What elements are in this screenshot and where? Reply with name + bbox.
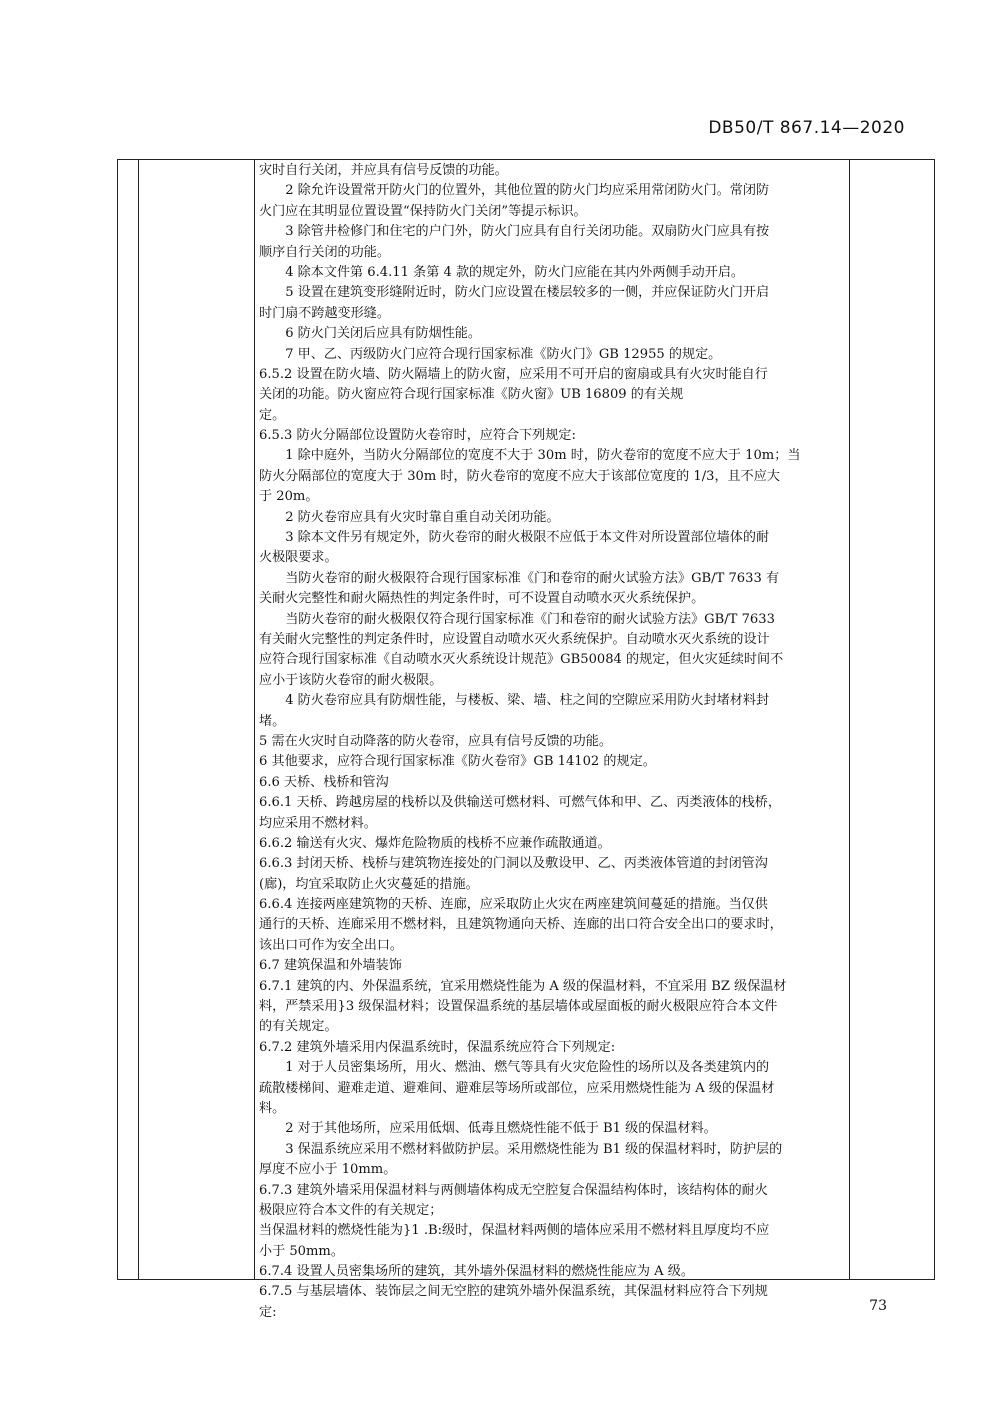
- text-line: 6.7.2 建筑外墙采用内保温系统时，保温系统应符合下列规定:: [259, 1039, 616, 1055]
- text-line: 6.5.2 设置在防火墙、防火隔墙上的防火窗，应采用不可开启的窗扇或具有火灾时能自行: [259, 366, 768, 382]
- text-line: 堵。: [259, 713, 286, 729]
- text-line: 1 对于人员密集场所，用火、燃油、燃气等具有火灾危险性的场所以及各类建筑内的: [285, 1060, 770, 1076]
- text-line: 定:: [259, 1304, 277, 1320]
- text-line: 5 需在火灾时自动降落的防火卷帘，应具有信号反馈的功能。: [259, 733, 612, 749]
- specification-table: [117, 159, 935, 1320]
- text-line: 时门扇不跨越变形缝。: [259, 305, 390, 321]
- text-line: 6.6 天桥、栈桥和管沟: [259, 774, 389, 790]
- text-line: 3 除管井检修门和住宅的户门外，防火门应具有自行关闭功能。双扇防火门应具有按: [285, 224, 770, 240]
- text-line: 当防火卷帘的耐火极限仅符合现行国家标准《门和卷帘的耐火试验方法》GB/T 7633: [285, 611, 775, 627]
- text-line: 4 防火卷帘应具有防烟性能，与楼板、梁、墙、柱之间的空隙应采用防火封堵材料封: [285, 693, 770, 709]
- text-line: 6.7.4 设置人员密集场所的建筑，其外墙外保温材料的燃烧性能应为 A 级。: [259, 1264, 694, 1280]
- page-number: 73: [869, 1298, 887, 1314]
- text-line: 小于 50mm。: [259, 1243, 344, 1259]
- text-line: 2 对于其他场所，应采用低烟、低毒且燃烧性能不低于 B1 级的保温材料。: [285, 1121, 717, 1137]
- text-line: 关闭的功能。防火窗应符合现行国家标准《防火窗》UB 16809 的有关规: [259, 387, 684, 403]
- text-line: 6.5.3 防火分隔部位设置防火卷帘时，应符合下列规定:: [259, 428, 576, 444]
- clause-text-cell: [255, 160, 853, 1323]
- text-line: 灾时自行关闭，并应具有信号反馈的功能。: [259, 163, 508, 178]
- text-line: 火极限要求。: [259, 550, 338, 566]
- text-line: 通行的天桥、连廊采用不燃材料，且建筑物通向天桥、连廊的出口符合安全出口的要求时，: [259, 917, 783, 933]
- text-line: 应小于该防火卷帘的耐火极限。: [259, 672, 443, 688]
- text-line: 有关耐火完整性的判定条件时，应设置自动喷水灭火系统保护。自动喷水灭火系统的设计: [259, 631, 770, 647]
- text-line: 料。: [259, 1100, 286, 1116]
- column-divider: [138, 160, 139, 1279]
- text-line: 顺序自行关闭的功能。: [259, 244, 390, 260]
- text-line: 2 防火卷帘应具有火灾时靠自重自动关闭功能。: [285, 509, 560, 525]
- text-line: 6 防火门关闭后应具有防烟性能。: [285, 326, 481, 342]
- text-line: 的有关规定。: [259, 1019, 338, 1035]
- text-line: 于 20m。: [259, 489, 319, 505]
- text-line: 6.6.4 连接两座建筑物的天桥、连廊，应采取防止火灾在两座建筑间蔓延的措施。当仅供: [259, 897, 768, 913]
- text-line: 疏散楼梯间、避难走道、避难间、避难层等场所或部位，应采用燃烧性能为 A 级的保温材: [259, 1080, 775, 1096]
- text-line: 料，严禁采用}3 级保温材料；设置保温系统的基层墙体或屋面板的耐火极限应符合本文件: [259, 999, 778, 1015]
- document-code: DB50/T 867.14—2020: [708, 118, 905, 138]
- text-line: 定。: [259, 407, 286, 423]
- text-line: 5 设置在建筑变形缝附近时，防火门应设置在楼层较多的一侧，并应保证防火门开启: [285, 285, 770, 301]
- text-line: 防火分隔部位的宽度大于 30m 时，防火卷帘的宽度不应大于该部位宽度的 1/3，且不应大: [259, 468, 780, 484]
- text-line: 当防火卷帘的耐火极限符合现行国家标准《门和卷帘的耐火试验方法》GB/T 7633 有: [285, 570, 780, 586]
- text-line: 6 其他要求，应符合现行国家标准《防火卷帘》GB 14102 的规定。: [259, 754, 656, 770]
- text-line: 厚度不应小于 10mm。: [259, 1162, 397, 1178]
- text-line: 6.7 建筑保温和外墙装饰: [259, 958, 402, 974]
- text-line: 该出口可作为安全出口。: [259, 937, 404, 953]
- text-line: 4 除本文件第 6.4.11 条第 4 款的规定外，防火门应能在其内外两侧手动开启。: [285, 264, 745, 280]
- text-line: 6.6.2 输送有火灾、爆炸危险物质的栈桥不应兼作疏散通道。: [259, 835, 611, 851]
- text-line: 均应采用不燃材料。: [259, 815, 377, 831]
- text-line: 火门应在其明显位置设置“保持防火门关闭”等提示标识。: [259, 203, 587, 219]
- text-line: 6.6.3 封闭天桥、栈桥与建筑物连接处的门洞以及敷设甲、乙、丙类液体管道的封闭管沟: [259, 856, 768, 872]
- text-line: 6.6.1 天桥、跨越房屋的栈桥以及供输送可燃材料、可燃气体和甲、乙、丙类液体的栈桥，: [259, 795, 781, 811]
- text-line: 7 甲、乙、丙级防火门应符合现行国家标准《防火门》GB 12955 的规定。: [285, 346, 722, 362]
- text-line: 应符合现行国家标准《自动喷水灭火系统设计规范》GB50084 的规定，但火灾延续时间不: [259, 652, 784, 668]
- text-line: 6.7.3 建筑外墙采用保温材料与两侧墙体构成无空腔复合保温结构体时，该结构体的耐火: [259, 1182, 768, 1198]
- text-line: 关耐火完整性和耐火隔热性的判定条件时，可不设置自动喷水灭火系统保护。: [259, 591, 705, 607]
- text-line: 6.7.1 建筑的内、外保温系统，宜采用燃烧性能为 A 级的保温材料，不宜采用 BZ 级保温材: [259, 978, 787, 994]
- text-line: (廊)，均宜采取防止火灾蔓延的措施。: [259, 876, 479, 892]
- text-line: 极限应符合本文件的有关规定；: [259, 1202, 443, 1218]
- text-line: 2 除允许设置常开防火门的位置外，其他位置的防火门均应采用常闭防火门。常闭防: [285, 183, 770, 199]
- text-line: 当保温材料的燃烧性能为}1 .B:级时，保温材料两侧的墙体应采用不燃材料且厚度均不应: [259, 1223, 770, 1239]
- text-line: 3 除本文件另有规定外，防火卷帘的耐火极限不应低于本文件对所设置部位墙体的耐: [285, 530, 770, 546]
- text-line: 6.7.5 与基层墙体、装饰层之间无空腔的建筑外墙外保温系统，其保温材料应符合下列规: [259, 1284, 768, 1300]
- text-line: 3 保温系统应采用不燃材料做防护层。采用燃烧性能为 B1 级的保温材料时，防护层的: [285, 1141, 783, 1157]
- text-line: 1 除中庭外，当防火分隔部位的宽度不大于 30m 时，防火卷帘的宽度不应大于 10m；当: [285, 448, 801, 464]
